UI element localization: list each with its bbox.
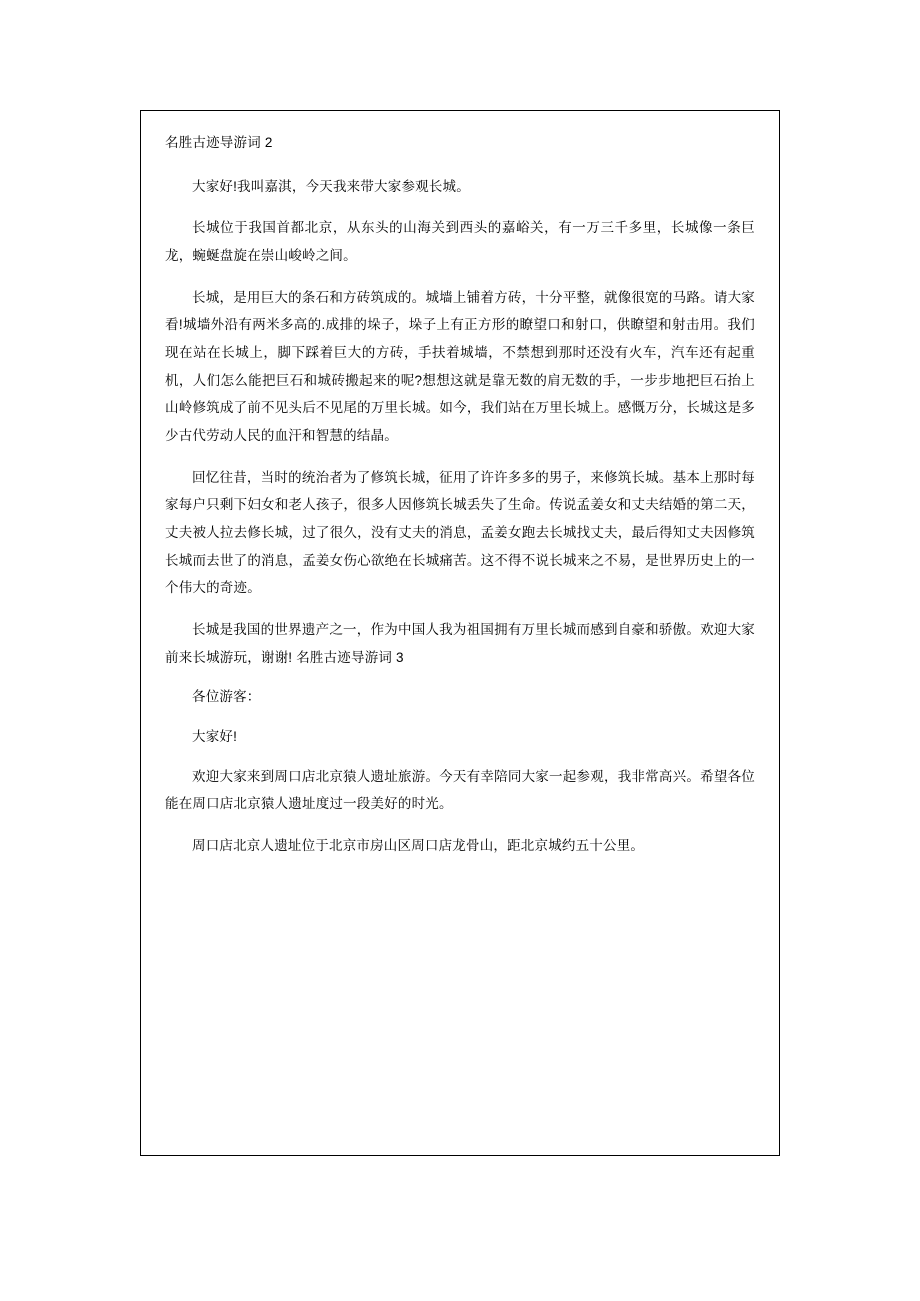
paragraph-address-visitors: 各位游客： <box>192 689 261 705</box>
paragraph-great-wall-history: 回忆往昔，当时的统治者为了修筑长城，征用了许许多多的男子，来修筑长城。基本上那时每家每户只剩下妇女和老人孩子，很多人因修筑长城丢失了生命。传说孟姜女和丈夫结婚的第二天，丈夫被人拉去修长城，过了很久，没有丈夫的消息，孟姜女跑去长城找丈夫，最后得知丈夫因修筑长城而去世了的消息，孟姜女伤心欲绝在长城痛苦。这不得不说长城来之不易，是世界历史上的一个伟大的奇迹。 <box>165 469 755 596</box>
section-heading-2: 名胜古迹导游词 2 <box>165 135 273 150</box>
paragraph-zhoukoudian-location: 周口店北京人遗址位于北京市房山区周口店龙骨山，距北京城约五十公里。 <box>192 838 645 854</box>
paragraph-greeting-jiaqi: 大家好!我叫嘉淇，今天我来带大家参观长城。 <box>192 178 470 194</box>
paragraph-zhoukoudian-welcome: 欢迎大家来到周口店北京猿人遗址旅游。今天有幸陪同大家一起参观，我非常高兴。希望各位能在周口店北京猿人遗址度过一段美好的时光。 <box>165 768 755 812</box>
paragraph-greeting-hello: 大家好! <box>192 729 238 745</box>
paragraph-great-wall-location: 长城位于我国首都北京，从东头的山海关到西头的嘉峪关，有一万三千多里，长城像一条巨龙，蜿蜒盘旋在崇山峻岭之间。 <box>165 220 755 264</box>
paragraph-great-wall-closing: 长城是我国的世界遗产之一，作为中国人我为祖国拥有万里长城而感到自豪和骄傲。欢迎大家前来长城游玩，谢谢! 名胜古迹导游词 3 <box>165 622 755 665</box>
paragraph-great-wall-structure: 长城，是用巨大的条石和方砖筑成的。城墙上铺着方砖，十分平整，就像很宽的马路。请大家看!城墙外沿有两米多高的.成排的垛子，垛子上有正方形的瞭望口和射口，供瞭望和射击用。我们现在站在长城上，脚下踩着巨大的方砖，手扶着城墙，不禁想到那时还没有火车，汽车还有起重机，人们怎么能把巨石和城砖搬起来的呢?想想这就是靠无数的肩无数的手，一步步地把巨石抬上山岭修筑成了前不见头后不见尾的万里长城。如今，我们站在万里长城上。感慨万分，长城这是多少古代劳动人民的血汗和智慧的结晶。 <box>165 289 755 444</box>
document-frame <box>140 110 780 1156</box>
document-body <box>141 111 779 884</box>
